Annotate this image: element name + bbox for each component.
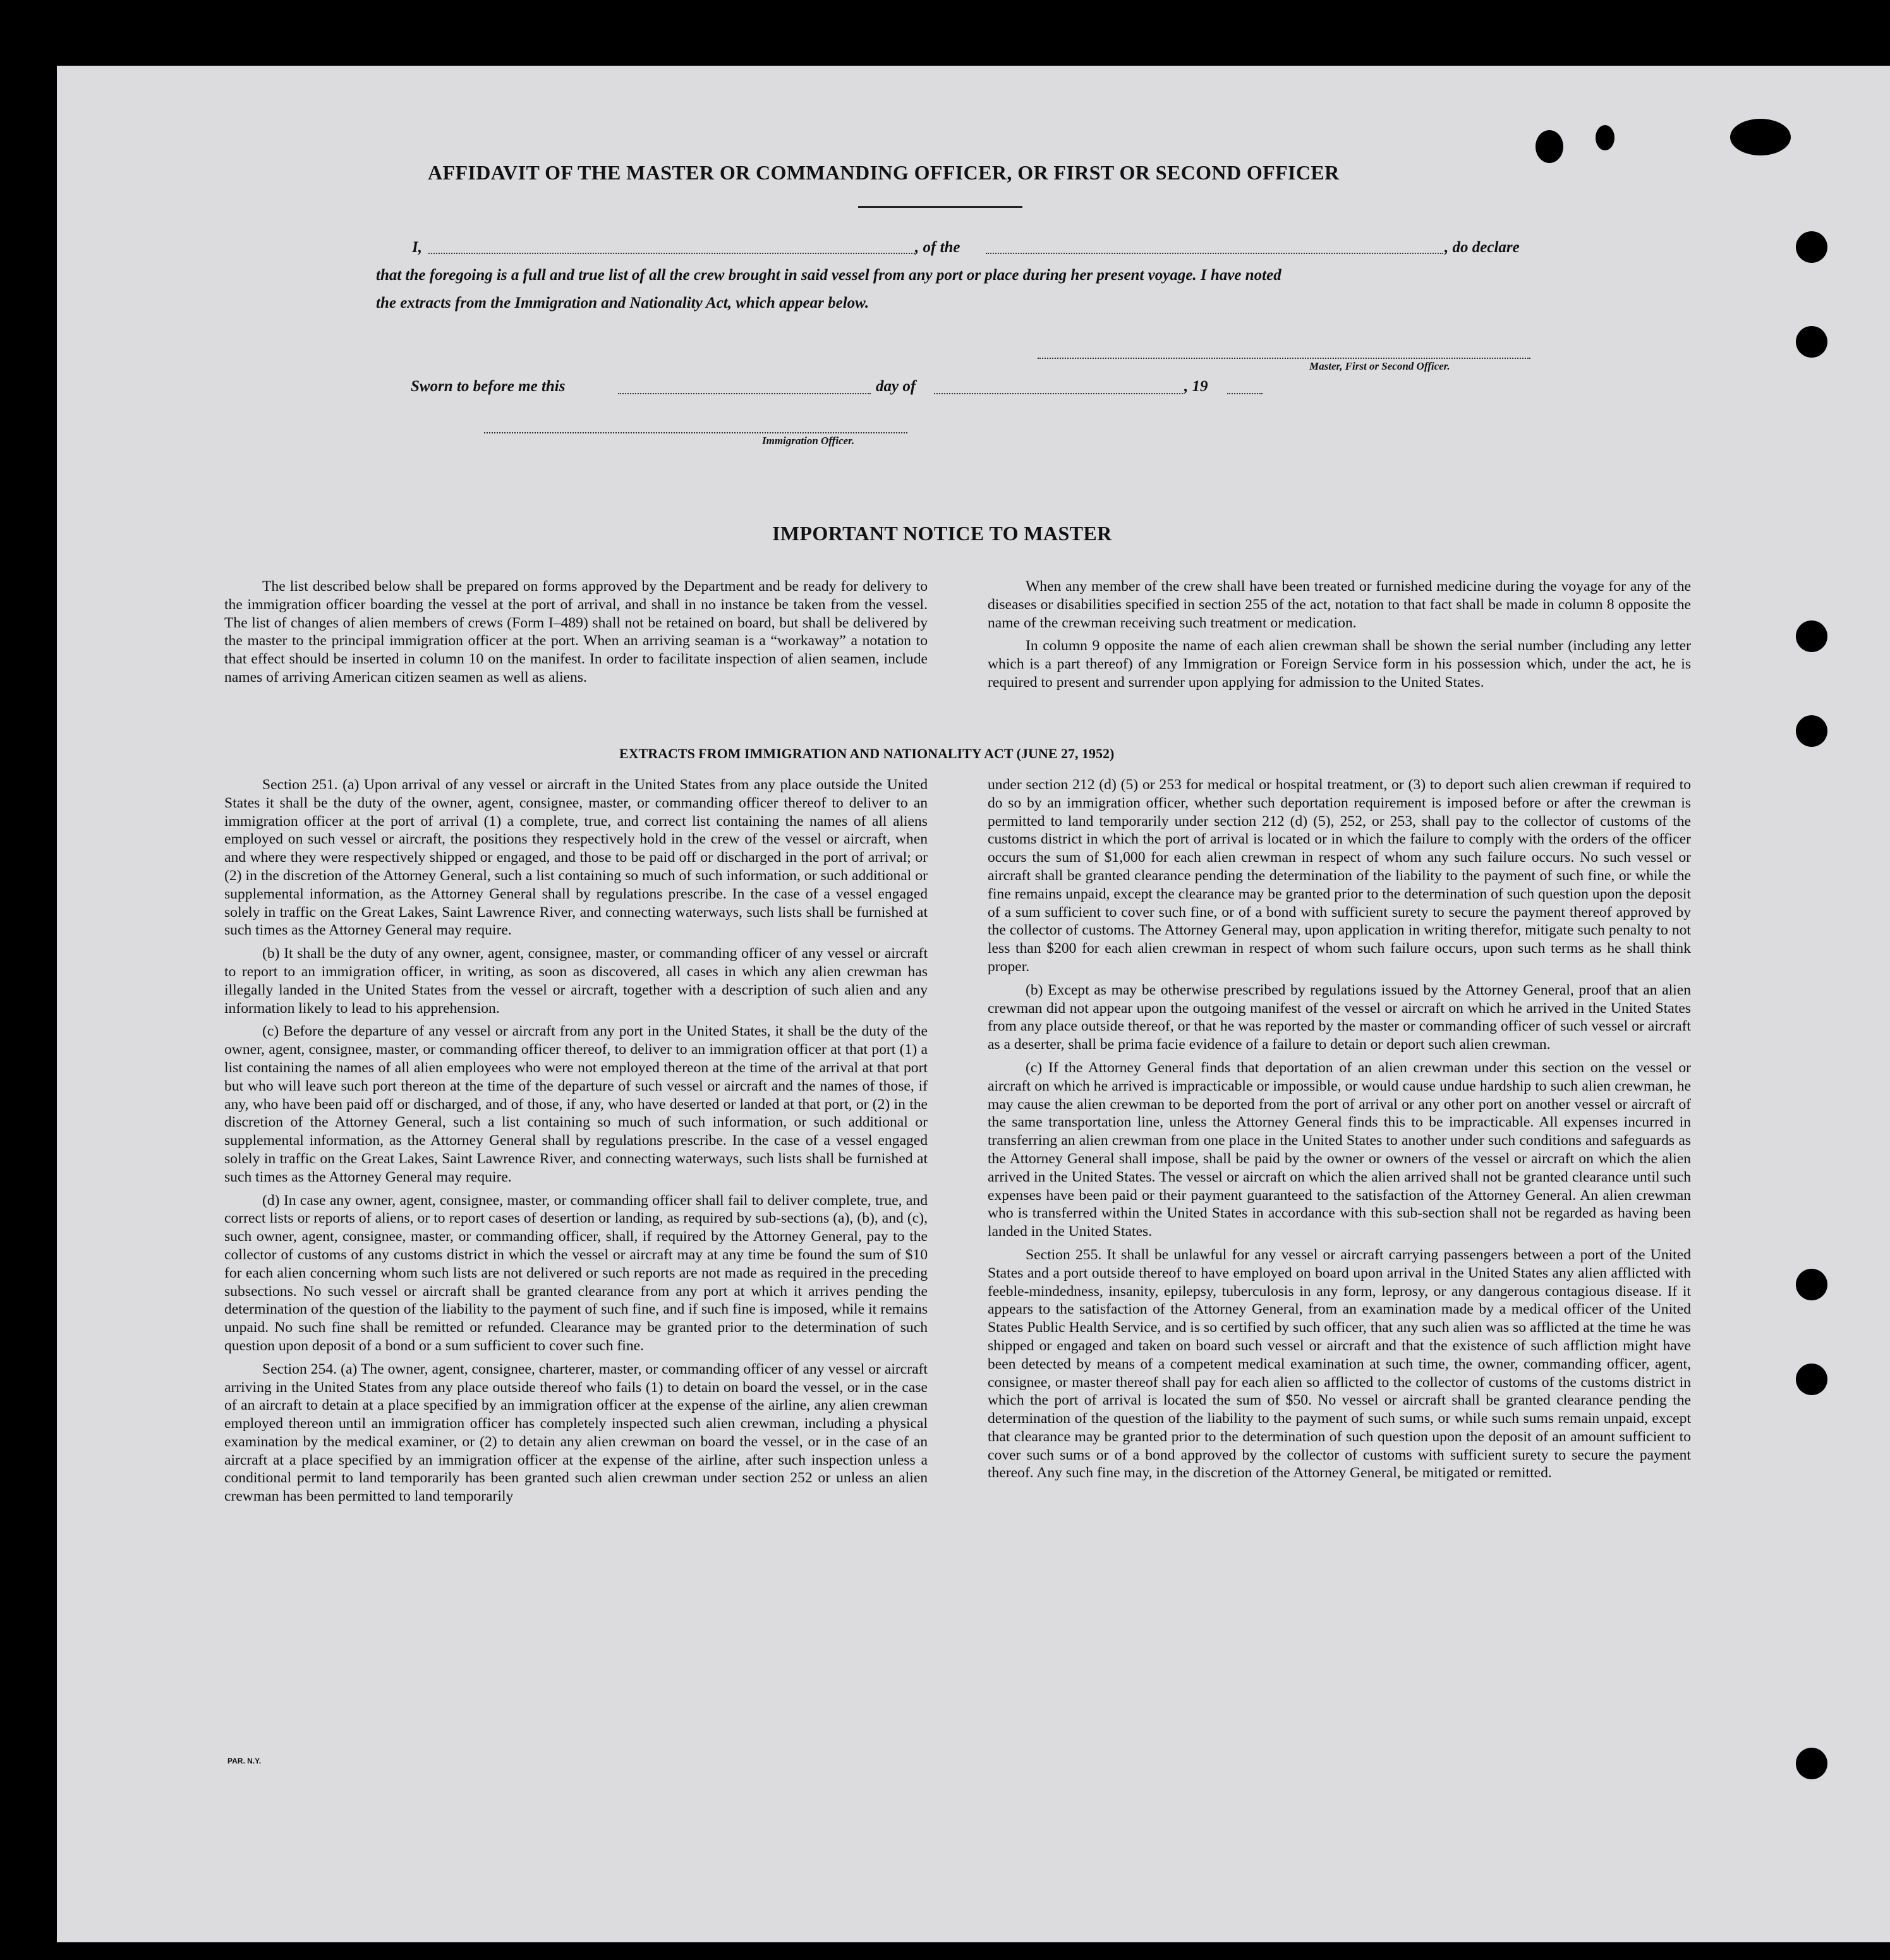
master-signature-field[interactable] — [1038, 358, 1530, 359]
section-255: Section 255. It shall be unlawful for any vessel or aircraft carrying passengers between a port of the United States and a port outside thereof to have employed on board upon arrival in the United States any alien afflicted with feeble-mindedness, insanity, epilepsy, tuberculosis in any form, leprosy, or any dangerous contagious disease. If it appears to the satisfaction of the Attorney General, from an examination made by a medical officer of the United States Public Health Service, and is so certified by such officer, that any such alien was so afflicted at the time he was shipped or engaged and taken on board such vessel or aircraft and that the existence of such affliction might have been detected by means of a competent medical examination at such time, the owner, commanding officer, agent, consignee, or master thereof shall pay for each alien so afflicted to the collector of customs of the customs district in which the port of arrival is located the sum of $50. No vessel or aircraft shall be granted clearance pending the determination of the question of the liability to the payment of such sums, or while such sums remain unpaid, except that clearance may be granted prior to the determination of such question upon the deposit of an amount sufficient to cover such sums or of a bond approved by the collector of customs with sufficient surety to secure the payment thereof. Any such fine may, in the discretion of the Attorney General, be mitigated or remitted. — [988, 1246, 1691, 1482]
punch-hole — [1796, 620, 1827, 652]
section-254-b: (b) Except as may be otherwise prescribed by regulations issued by the Attorney General, proof that an alien crewman did not appear upon the outgoing manifest of the vessel or aircraft on which he arrived in the United States from any place outside thereof, or that he was reported by the master or commanding officer of such vessel or aircraft as a deserter, shall be prima facie evidence of a failure to detain or deport such alien crewman. — [988, 981, 1691, 1053]
declarant-name-field[interactable] — [428, 253, 915, 254]
punch-hole — [1796, 231, 1827, 263]
vessel-label: , of the — [915, 239, 960, 256]
master-signature-caption: Master, First or Second Officer. — [1309, 360, 1450, 372]
section-254-a-start: Section 254. (a) The owner, agent, consignee, charterer, master, or commanding officer of any vessel or aircraft arriving in the United States from any place outside thereof who fails (1) to detain on board the vessel, or in the case of an aircraft to detain at a place specified by an immigration officer at the expense of the airline, any alien crewman employed thereon until an immigration officer has completely inspected such alien crewman, including a physical examination by the medical examiner, or (2) to detain any alien crewman on board the vessel, or in the case of an aircraft at a place specified by an immigration officer at the expense of the airline, after such inspection unless a conditional permit to land temporarily has been granted such alien crewman under section 252 or unless an alien crewman has been permitted to land temporarily — [224, 1360, 928, 1505]
year-label: , 19 — [1184, 378, 1208, 395]
notice-left-column — [224, 578, 928, 692]
vessel-name-field[interactable] — [986, 253, 1443, 254]
affidavit-text-line-2: that the foregoing is a full and true list of all the crew brought in said vessel from any port or place during her present voyage. I have noted — [376, 267, 1281, 284]
section-251-d: (d) In case any owner, agent, consignee, master, or commanding officer shall fail to deliver complete, true, and correct lists or reports of aliens, or to report cases of desertion or landing, as required by sub-sections (a), (b), and (c), such owner, agent, consignee, master, or commanding officer, shall, if required by the Attorney General, pay to the collector of customs of any customs district in which the vessel or aircraft may at any time be found the sum of $10 for each alien concerning whom such lists are not delivered or such reports are not made as required in the preceding subsections. No such vessel or aircraft shall be granted clearance from any port at which it arrives pending the determination of the question of the liability to the payment of such fine, and if such fine is imposed, while it remains unpaid. No such fine shall be remitted or refunded. Clearance may be granted prior to the determination of such question upon deposit of a bond or a sum sufficient to cover such fine. — [224, 1192, 928, 1354]
notice-right-paragraph-1: When any member of the crew shall have been treated or furnished medicine during the voyage for any of the diseases or disabilities specified in section 255 of the act, notation to that fact shall be made in column 8 opposite the name of the crewman receiving such treatment or medication. — [988, 578, 1691, 631]
sworn-year-field[interactable] — [1227, 393, 1263, 394]
notice-left-paragraph: The list described below shall be prepared on forms approved by the Department and be ready for delivery to the immigration officer boarding the vessel at the port of arrival, and shall in no instance be taken from the vessel. The list of changes of alien members of crews (Form I–489) shall not be retained on board, but shall be delivered by the master to the principal immigration officer at the port. When an arriving seaman is a “workaway” a notation to that effect should be inserted in column 10 on the manifest. In order to facilitate inspection of alien seamen, include names of arriving American citizen seamen as well as aliens. — [224, 578, 928, 686]
extracts-title: EXTRACTS FROM IMMIGRATION AND NATIONALITY ACT (JUNE 27, 1952) — [619, 746, 1115, 761]
sworn-label: Sworn to before me this — [411, 378, 566, 395]
sworn-month-field[interactable] — [934, 393, 1183, 394]
notice-right-column — [988, 578, 1691, 697]
title-underline — [858, 206, 1022, 208]
affidavit-text-line-3: the extracts from the Immigration and Nationality Act, which appear below. — [376, 294, 869, 312]
section-254-a-continued: under section 212 (d) (5) or 253 for medical or hospital treatment, or (3) to deport such alien crewman if required to do so by an immigration officer, whether such deportation requirement is imposed before or after the crewman is permitted to land temporarily under section 212 (d) (5), 252, or 253, shall pay to the collector of customs of the customs district in which the port of arrival is located or in which the failure to comply with the orders of the officer occurs the sum of $1,000 for each alien crewman in respect of whom any such failure occurs. No such vessel or aircraft shall be granted clearance pending the determination of the liability to the payment of such fine, or while the fine remains unpaid, except the clearance may be granted prior to the determination of such question upon the deposit of a sum sufficient to cover such fine, or of a bond with sufficient surety to secure the payment thereof approved by the collector of customs. The Attorney General may, upon application in writing therefor, mitigate such penalty to not less than $200 for each alien crewman in respect of whom such failure occurs, upon such terms as he shall think proper. — [988, 777, 1691, 975]
punch-hole — [1796, 1269, 1827, 1300]
affidavit-title: AFFIDAVIT OF THE MASTER OR COMMANDING OFFICER, OR FIRST OR SECOND OFFICER — [428, 161, 1340, 184]
declare-label: , do declare — [1445, 239, 1520, 256]
punch-hole — [1796, 326, 1827, 358]
printer-mark: PAR. N.Y. — [227, 1757, 262, 1765]
immigration-officer-signature-field[interactable] — [484, 432, 907, 433]
punch-hole — [1796, 1748, 1827, 1779]
ink-spot — [1730, 119, 1791, 155]
day-of-label: day of — [876, 378, 916, 395]
notice-right-paragraph-2: In column 9 opposite the name of each alien crewman shall be shown the serial number (including any letter which is a part thereof) of any Immigration or Foreign Service form in his possession which, under the act, he is required to present and surrender upon applying for admission to the United States. — [988, 638, 1691, 691]
section-251-b: (b) It shall be the duty of any owner, agent, consignee, master, or commanding officer of any vessel or aircraft to report to an immigration officer, in writing, as soon as discovered, all cases in which any alien crewman has illegally landed in the United States from the vessel or aircraft, together with a description of such alien and any information likely to lead to his apprehension. — [224, 945, 928, 1017]
document-page — [57, 66, 1890, 1942]
notice-title: IMPORTANT NOTICE TO MASTER — [772, 522, 1112, 545]
ink-spot — [1596, 125, 1614, 150]
ink-spot — [1536, 130, 1563, 163]
section-254-c: (c) If the Attorney General finds that deportation of an alien crewman under this section on the vessel or aircraft on which he arrived is impracticable or impossible, or would cause undue hardship to such alien crewman, he may cause the alien crewman to be deported from the port of arrival or any other port on another vessel or aircraft of the same transportation line, unless the Attorney General finds this to be impracticable. All expenses incurred in transferring an alien crewman from one place in the United States to another under such conditions and safeguards as the Attorney General shall impose, shall be paid by the owner or owners of the vessel or aircraft on which the alien arrived in the United States. The vessel or aircraft on which the alien arrived shall not be granted clearance until such expenses have been paid or their payment guaranteed to the satisfaction of the Attorney General. An alien crewman who is transferred within the United States in accordance with this sub-section shall not be regarded as having been landed in the United States. — [988, 1059, 1691, 1240]
extracts-left-column — [224, 776, 928, 1511]
section-251-c: (c) Before the departure of any vessel or aircraft from any port in the United States, it shall be the duty of the owner, agent, consignee, master, or commanding officer thereof, to deliver to an immigration officer at that port (1) a list containing the names of all alien employees who were not employed thereon at the time of the arrival at that port but who will leave such port thereon at the time of the departure of such vessel or aircraft and the names of those, if any, who have been paid off or discharged, and of those, if any, who have deserted or landed at that port, or (2) in the discretion of the Attorney General, such a list containing so much of such information, or such additional or supplemental information, as the Attorney General shall by regulations prescribe. In the case of a vessel engaged solely in traffic on the Great Lakes, Saint Lawrence River, and connecting waterways, such lists shall be furnished at such times as the Attorney General may require. — [224, 1023, 928, 1185]
extracts-right-column — [988, 776, 1691, 1487]
punch-hole — [1796, 715, 1827, 747]
punch-hole — [1796, 1364, 1827, 1395]
sworn-day-field[interactable] — [618, 393, 871, 394]
immigration-officer-caption: Immigration Officer. — [762, 435, 855, 447]
section-251-a: Section 251. (a) Upon arrival of any vessel or aircraft in the United States from any place outside the United States it shall be the duty of the owner, agent, consignee, master, or commanding officer thereof to deliver to an immigration officer at the port of arrival (1) a complete, true, and correct list containing the names of all aliens employed on such vessel or aircraft, the positions they respectively hold in the crew of the vessel or aircraft, when and where they were respectively shipped or engaged, and those to be paid off or discharged in the port of arrival; or (2) in the discretion of the Attorney General, such a list containing so much of such information, or such additional or supplemental information, as the Attorney General shall by regulations prescribe. In the case of a vessel engaged solely in traffic on the Great Lakes, Saint Lawrence River, and connecting waterways, such lists shall be furnished at such times as the Attorney General may require. — [224, 777, 928, 939]
declarant-label: I, — [412, 239, 422, 256]
